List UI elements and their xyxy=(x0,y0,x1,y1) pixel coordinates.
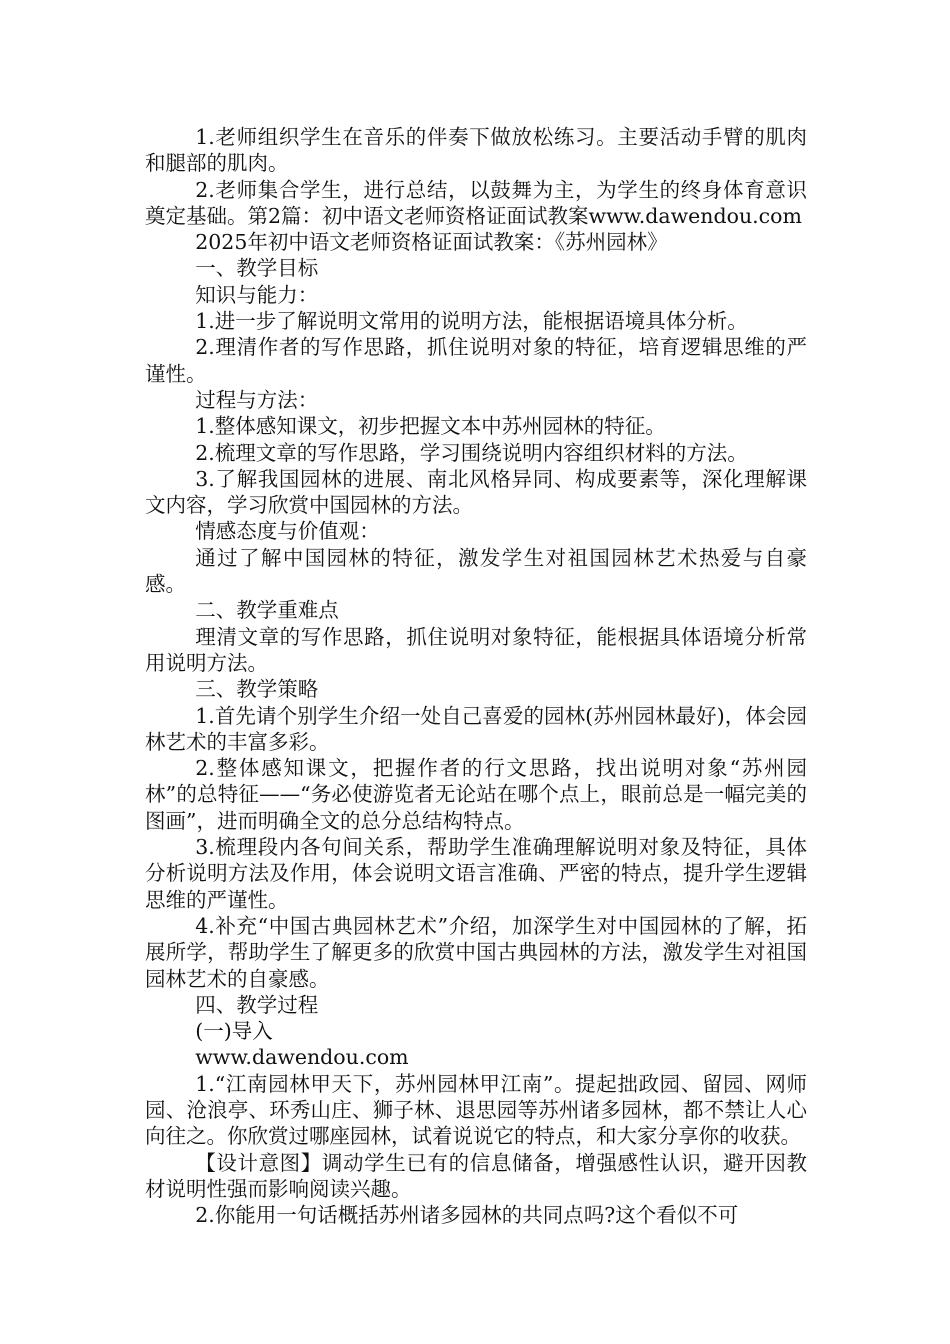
subheading-knowledge-ability: 知识与能力： xyxy=(195,282,319,307)
strategy-item-2: 2.整体感知课文，把握作者的行文思路，找出说明对象“苏州园林”的总特征——“务必使游览者无论站在哪个点上，眼前总是一幅完美的图画”，进而明确全文的总分总结构特点。 xyxy=(145,756,807,833)
subheading-process-method: 过程与方法： xyxy=(195,387,319,412)
heading-teaching-strategy: 三、教学策略 xyxy=(195,677,319,702)
document-body xyxy=(145,124,807,1228)
strategy-item-4: 4.补充“中国古典园林艺术”介绍，加深学生对中国园林的了解，拓展所学，帮助学生了解更多的欣赏中国古典园林的方法，激发学生对祖国园林艺术的自豪感。 xyxy=(145,913,807,991)
goal-item-2: 2.理清作者的写作思路，抓住说明对象的特征，培育逻辑思维的严谨性。 xyxy=(145,335,807,386)
strategy-item-3: 3.梳理段内各句间关系，帮助学生准确理解说明对象及特征，具体分析说明方法及作用，体会说明文语言准确、严密的特点，提升学生逻辑思维的严谨性。 xyxy=(145,835,807,912)
process-item-1: 1.“江南园林甲天下，苏州园林甲江南”。提起拙政园、留园、网师园、沧浪亭、环秀山庄、狮子林、退思园等苏州诸多园林，都不禁让人心向往之。你欣赏过哪座园林，试着说说它的特点，和大家分享你的收获。 xyxy=(145,1071,807,1149)
emotion-text: 通过了解中国园林的特征，激发学生对祖国园林艺术热爱与自豪感。 xyxy=(145,545,807,597)
paragraph-relax-exercise: 1.老师组织学生在音乐的伴奏下做放松练习。主要活动手臂的肌肉和腿部的肌肉。 xyxy=(145,125,807,176)
lesson-title: 2025年初中语文老师资格证面试教案：《苏州园林》 xyxy=(195,230,668,255)
subheading-introduction: (一)导入 xyxy=(195,1019,273,1044)
strategy-item-1: 1.首先请个别学生介绍一处自己喜爱的园林(苏州园林最好)，体会园林艺术的丰富多彩。 xyxy=(145,703,807,754)
heading-key-points: 二、教学重难点 xyxy=(195,598,339,623)
goal-item-1: 1.进一步了解说明文常用的说明方法，能根据语境具体分析。 xyxy=(195,309,748,334)
key-points-text: 理清文章的写作思路，抓住说明对象特征，能根据具体语境分析常用说明方法。 xyxy=(145,624,807,675)
watermark-url: www.dawendou.com xyxy=(195,1045,409,1070)
process-item-2: 2.你能用一句话概括苏州诸多园林的共同点吗?这个看似不可 xyxy=(195,1203,739,1228)
heading-teaching-process: 四、教学过程 xyxy=(195,992,319,1017)
heading-teaching-goals: 一、教学目标 xyxy=(195,256,319,281)
subheading-emotion-values: 情感态度与价值观： xyxy=(195,519,380,544)
method-item-2: 2.梳理文章的写作思路，学习围绕说明内容组织材料的方法。 xyxy=(195,440,748,465)
method-item-1: 1.整体感知课文，初步把握文本中苏州园林的特征。 xyxy=(195,414,666,439)
design-intent: 【设计意图】调动学生已有的信息储备，增强感性认识，避开因教材说明性强而影响阅读兴趣。 xyxy=(145,1150,807,1201)
paragraph-summary: 2.老师集合学生，进行总结，以鼓舞为主，为学生的终身体育意识奠定基础。第2篇：初中语文老师资格证面试教案www.dawendou.com xyxy=(145,177,807,228)
method-item-3: 3.了解我国园林的进展、南北风格异同、构成要素等，深化理解课文内容，学习欣赏中国园林的方法。 xyxy=(145,466,807,518)
